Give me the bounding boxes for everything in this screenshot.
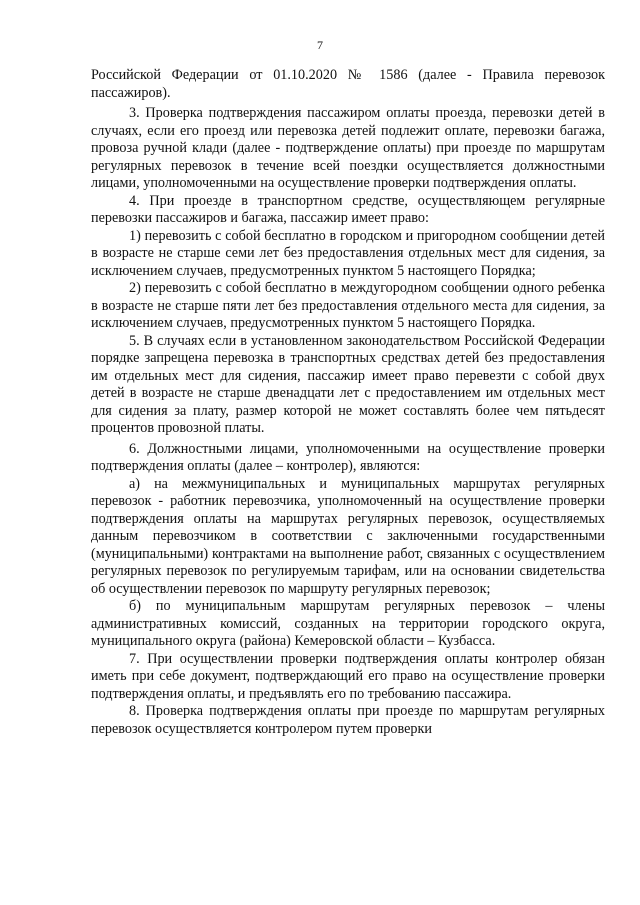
paragraph-item-7: 7. При осуществлении проверки подтверждения оплаты контролер обязан иметь при себе документ, подтверждающий его право на осуществление проверки подтверждения оплаты, и предъявлять его по требованию пассажира.	[91, 650, 605, 702]
paragraph-item-4: 4. При проезде в транспортном средстве, осуществляющем регулярные перевозки пассажиров и багажа, пассажир имеет право:	[91, 192, 605, 226]
paragraph-item-5: 5. В случаях если в установленном законодательством Российской Федерации порядке запрещена перевозка в транспортных средствах детей без предоставления им отдельных мест для сидения, пассажир имеет право перевезти с собой двух детей в возрасте не старше двенадцати лет с предоставлением им отдельных мест для сидения за плату, размер которой не может составлять более чем пятьдесят процентов провозной платы.	[91, 332, 605, 436]
paragraph-subitem-b: б) по муниципальным маршрутам регулярных перевозок – члены административных комиссий, созданных на территории городского округа, муниципального округа (района) Кемеровской области – Кузбасса.	[91, 598, 605, 649]
paragraph-continuation: Российской Федерации от 01.10.2020 № 1586 (далее - Правила перевозок пассажиров).	[91, 67, 605, 101]
paragraph-subitem-1: 1) перевозить с собой бесплатно в городском и пригородном сообщении детей в возрасте не старше семи лет без предоставления отдельных мест для сидения, за исключением случаев, предусмотренных пунктом 5 настоящего Порядка;	[91, 227, 605, 279]
paragraph-item-3: 3. Проверка подтверждения пассажиром оплаты проезда, перевозки детей в случаях, если его проезд или перевозка детей подлежит оплате, перевозки багажа, провоза ручной клади (далее - подтверждение оплаты) при проезде по маршрутам регулярных перевозок в течение всей поездки осуществляется должностными лицами, уполномоченными на осуществление проверки подтверждения оплаты.	[91, 105, 605, 191]
paragraph-item-8: 8. Проверка подтверждения оплаты при проезде по маршрутам регулярных перевозок осуществляется контролером путем проверки	[91, 703, 605, 737]
paragraph-item-6: 6. Должностными лицами, уполномоченными на осуществление проверки подтверждения оплаты (далее – контролер), являются:	[91, 440, 605, 474]
page-number: 7	[317, 38, 323, 52]
document-body	[91, 67, 605, 738]
paragraph-subitem-a: а) на межмуниципальных и муниципальных маршрутах регулярных перевозок - работник перевозчика, уполномоченный на осуществление проверки подтверждения оплаты на маршрутах регулярных перевозок, осуществляемых данным перевозчиком в соответствии с заключенными государственными (муниципальными) контрактами на выполнение работ, связанных с осуществлением регулярных перевозок по регулируемым тарифам, или на основании свидетельства об осуществлении перевозок по маршруту регулярных перевозок;	[91, 475, 605, 597]
paragraph-subitem-2: 2) перевозить с собой бесплатно в междугородном сообщении одного ребенка в возрасте не старше пяти лет без предоставления отдельного места для сидения, за исключением случаев, предусмотренных пунктом 5 настоящего Порядка.	[91, 280, 605, 331]
